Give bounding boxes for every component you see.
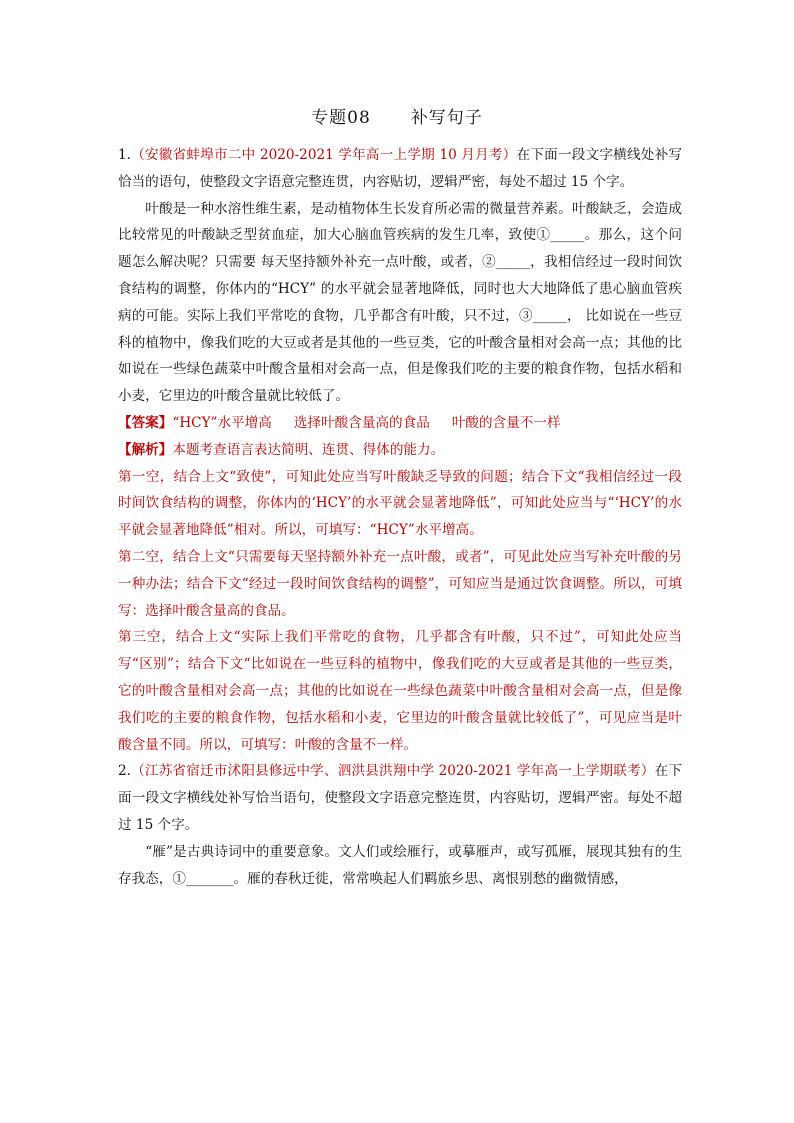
question-1-answer [118,410,682,437]
question-1-source: （安徽省蚌埠市二中 2020-2021 学年高一上学期 10 月月考） [130,147,517,163]
question-1-instruction: 在下面一段文字横线处补写恰当的语句，使整段文字语意完整连贯，内容贴切，逻辑严密，每处不超过 15 个字。 [118,147,682,190]
analysis-blank-2: 第二空，结合上文“只需要每天坚持额外补充一点叶酸，或者”，可见此处应当写补充叶酸的另一种办法；结合下文“经过一段时间饮食结构的调整”，可知应当是通过饮食调整。所以，可填写：选择叶酸含量高的食品。 [118,548,682,619]
question-1-stem [118,142,682,196]
answer-2: 选择叶酸含量高的食品 [293,414,430,431]
question-2-passage: “雁”是古典诗词中的重要意象。文人们或绘雁行，或摹雁声，或写孤雁，展现其独有的生存我态，①_______。雁的春秋迁徙，常常唤起人们羁旅乡思、离恨别愁的幽微情感， [118,843,682,887]
question-2-instruction: 在下面一段文字横线处补写恰当语句，使整段文字语意完整连贯，内容贴切，逻辑严密。每处不超过 15 个字。 [118,763,682,833]
topic-title: 补写句子 [410,108,483,128]
answer-label: 【答案】 [118,414,173,431]
analysis-intro: 本题考查语言表达简明、连贯、得体的能力。 [172,441,445,458]
answer-1: “HCY”水平增高 [172,414,272,431]
question-2-number: 2. [118,763,131,780]
answer-3: 叶酸的含量不一样 [451,414,561,431]
question-2-stem [118,758,682,838]
topic-number: 专题08 [311,108,371,128]
question-2-source: （江苏省宿迁市沭阳县修远中学、泗洪县洪翔中学 2020-2021 学年高一上学期联考） [130,763,655,780]
page-title [0,103,794,128]
analysis-blank-1: 第一空，结合上文“致使”，可知此处应当写叶酸缺乏导致的问题；结合下文“我相信经过一段时间饮食结构的调整，你体内的‘HCY’的水平就会显著地降低”，可知此处应当与“‘HCY’的水平就会显著地降低”相对。所以，可填写：“HCY”水平增高。 [118,468,682,539]
question-1-passage: 叶酸是一种水溶性维生素，是动植物体生长发育所必需的微量营养素。叶酸缺乏，会造成比较常见的叶酸缺乏型贫血症，加大心脑血管疾病的发生几率，致使①_____。那么，这个问题怎么解决呢？只需要 每天坚持额外补充一点叶酸，或者，②_____，我相信经过一段时间饮食结构的调整，你体内的“HCY” 的水平就会显著地降低，同时也大大地降低了患心脑血管疾病的可能。实际上我们平常吃的食物，几乎都含有叶酸，只不过，③_____， 比如说在一些豆科的植物中，像我们吃的大豆或者是其他的一些豆类，它的叶酸含量相对会高一点；其他的比如说在一些绿色蔬菜中叶酸含量相对会高一点，但是像我们吃的主要的粮食作物，包括水稻和小麦，它里边的叶酸含量就比较低了。 [118,200,682,405]
analysis-blank-3: 第三空，结合上文“实际上我们平常吃的食物，几乎都含有叶酸，只不过”，可知此处应当写“区别”；结合下文“比如说在一些豆科的植物中，像我们吃的大豆或者是其他的一些豆类，它的叶酸含量相对会高一点；其他的比如说在一些绿色蔬菜中叶酸含量相对会高一点，但是像我们吃的主要的粮食作物，包括水稻和小麦，它里边的叶酸含量就比较低了”，可见应当是叶酸含量不同。所以，可填写：叶酸的含量不一样。 [118,629,682,753]
question-1-analysis-intro [118,437,682,464]
question-1-number: 1. [118,147,131,163]
analysis-label: 【解析】 [118,441,173,458]
content [118,142,682,892]
